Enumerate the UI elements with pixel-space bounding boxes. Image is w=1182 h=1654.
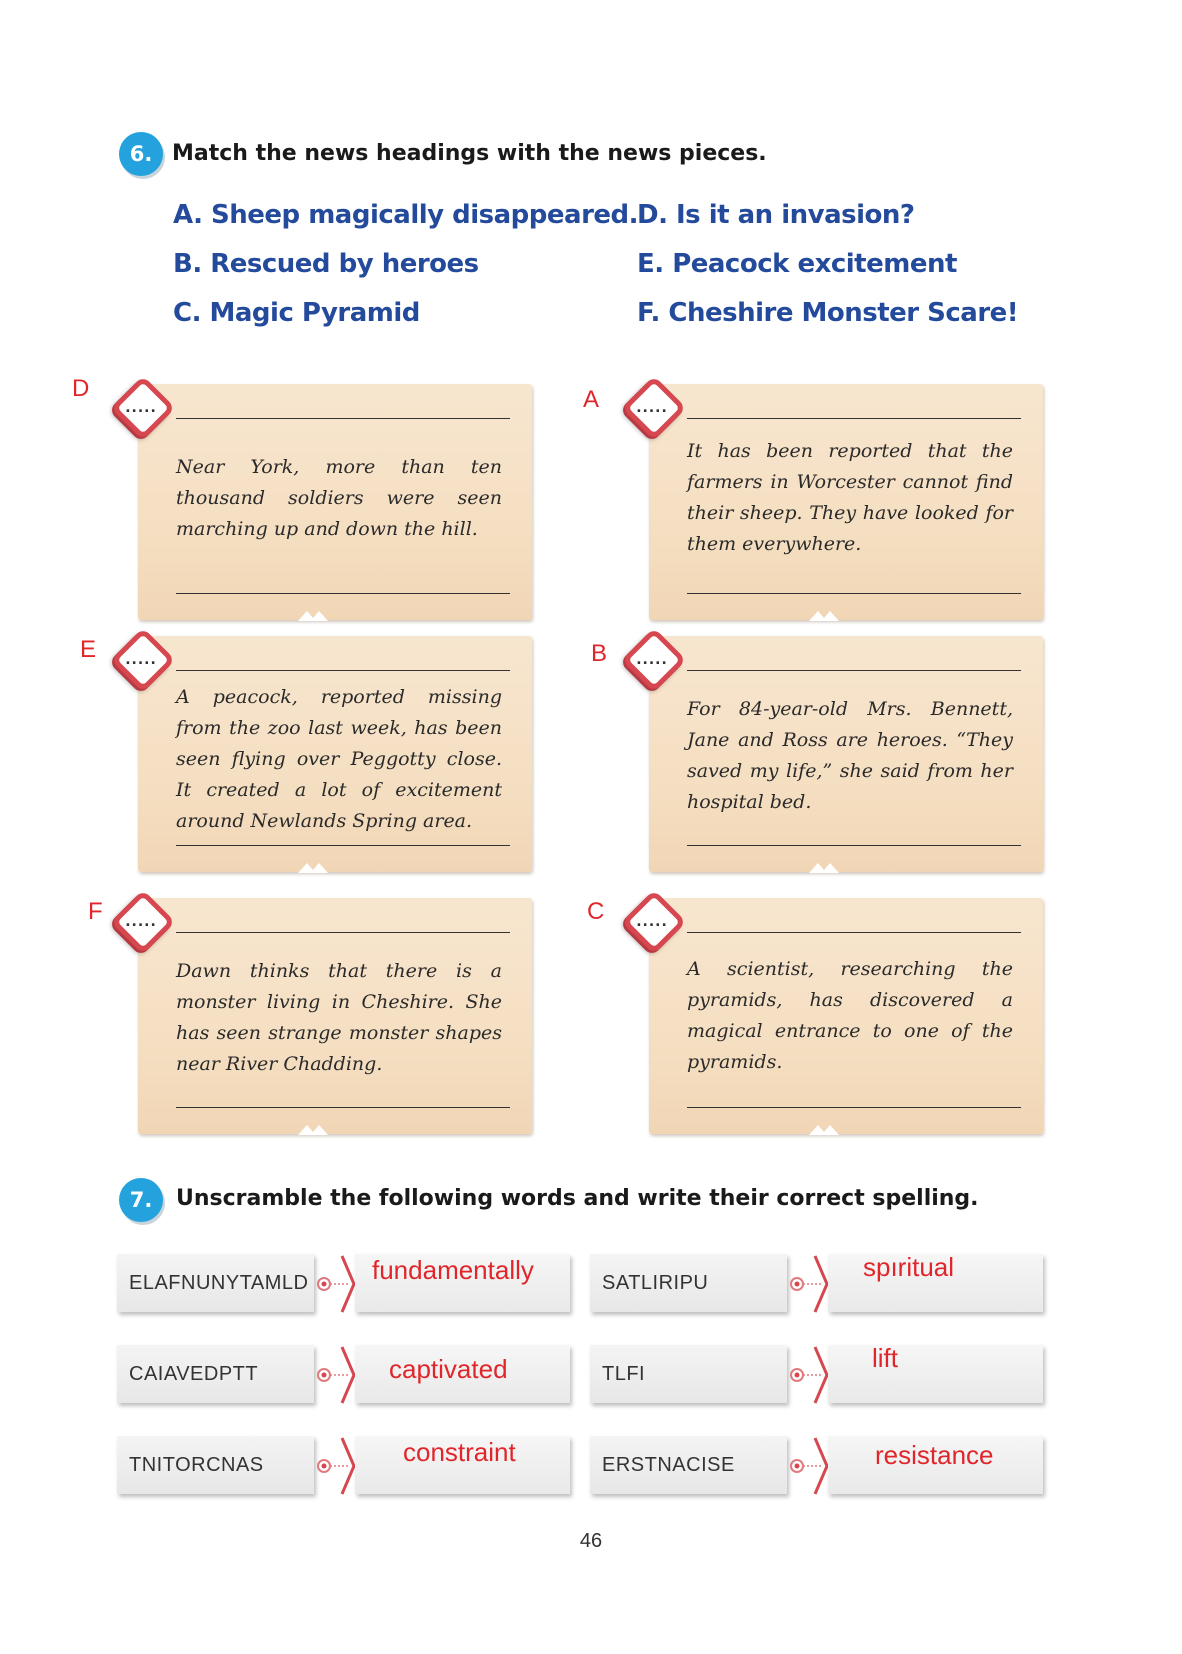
heading-f: F. Cheshire Monster Scare! <box>637 298 1019 328</box>
pin-dots: ..... <box>636 400 668 416</box>
heading-d: D. Is it an invasion? <box>637 200 915 230</box>
heading-answer-line[interactable] <box>176 670 510 671</box>
news-card <box>649 636 1043 872</box>
heading-answer-line[interactable] <box>176 932 510 933</box>
news-card <box>138 384 532 620</box>
card-answer: D <box>72 375 90 402</box>
scrambled-word: TLFI <box>590 1345 787 1403</box>
answer-handwritten: lift <box>872 1343 898 1373</box>
scrambled-word: ERSTNACISE <box>590 1436 787 1494</box>
scrambled-word: SATLIRIPU <box>590 1254 787 1312</box>
answer-handwritten: fundamentally <box>372 1255 534 1285</box>
card-answer: F <box>88 898 103 925</box>
scrambled-word: CAIAVEDPTT <box>117 1345 314 1403</box>
heading-answer-line[interactable] <box>687 932 1021 933</box>
exercise-number-badge: 6. <box>119 132 163 176</box>
scrambled-word: TNITORCNAS <box>117 1436 314 1494</box>
news-text: Dawn thinks that there is a monster living in Cheshire. She has seen strange monster shapes near River Chadding. <box>176 960 502 1075</box>
answer-field[interactable] <box>828 1345 1043 1403</box>
divider <box>176 845 510 846</box>
news-card <box>649 898 1043 1134</box>
news-text: A peacock, reported missing from the zoo last week, has been seen flying over Peggotty close. It created a lot of excitement around Newlands Spring area. <box>176 686 502 832</box>
news-card <box>138 898 532 1134</box>
exercise-title: Match the news headings with the news pieces. <box>172 141 767 166</box>
heading-c: C. Magic Pyramid <box>173 298 420 328</box>
exercise-title: Unscramble the following words and write their correct spelling. <box>176 1186 979 1211</box>
news-card <box>649 384 1043 620</box>
answer-handwritten: constraint <box>403 1437 516 1467</box>
news-text: A scientist, researching the pyramids, has discovered a magical entrance to one of the pyramids. <box>687 958 1013 1073</box>
divider <box>687 1107 1021 1108</box>
heading-b: B. Rescued by heroes <box>173 249 479 279</box>
answer-handwritten: captivated <box>389 1354 508 1384</box>
divider <box>176 593 510 594</box>
pin-dots: ..... <box>125 652 157 668</box>
card-answer: A <box>583 386 600 413</box>
card-answer: E <box>80 636 97 663</box>
pin-dots: ..... <box>636 914 668 930</box>
page-number: 46 <box>579 1530 603 1552</box>
exercise-number-badge: 7. <box>119 1178 163 1222</box>
heading-a: A. Sheep magically disappeared. <box>173 200 639 230</box>
pin-dots: ..... <box>636 652 668 668</box>
news-text: It has been reported that the farmers in Worcester cannot find their sheep. They have looked for them everywhere. <box>687 440 1013 555</box>
pin-dots: ..... <box>125 400 157 416</box>
card-answer: B <box>591 640 608 667</box>
heading-answer-line[interactable] <box>687 670 1021 671</box>
heading-e: E. Peacock excitement <box>637 249 957 279</box>
news-text: Near York, more than ten thousand soldiers were seen marching up and down the hill. <box>176 456 502 540</box>
answer-handwritten: resistance <box>875 1440 994 1470</box>
card-answer: C <box>587 898 605 925</box>
divider <box>687 845 1021 846</box>
news-text: For 84-year-old Mrs. Bennett, Jane and Ross are heroes. “They saved my life,” she said from her hospital bed. <box>687 698 1013 813</box>
heading-answer-line[interactable] <box>687 418 1021 419</box>
heading-answer-line[interactable] <box>176 418 510 419</box>
divider <box>176 1107 510 1108</box>
pin-dots: ..... <box>125 914 157 930</box>
divider <box>687 593 1021 594</box>
scrambled-word: ELAFNUNYTAMLD <box>117 1254 314 1312</box>
answer-handwritten: spıritual <box>863 1252 955 1282</box>
news-card <box>138 636 532 872</box>
